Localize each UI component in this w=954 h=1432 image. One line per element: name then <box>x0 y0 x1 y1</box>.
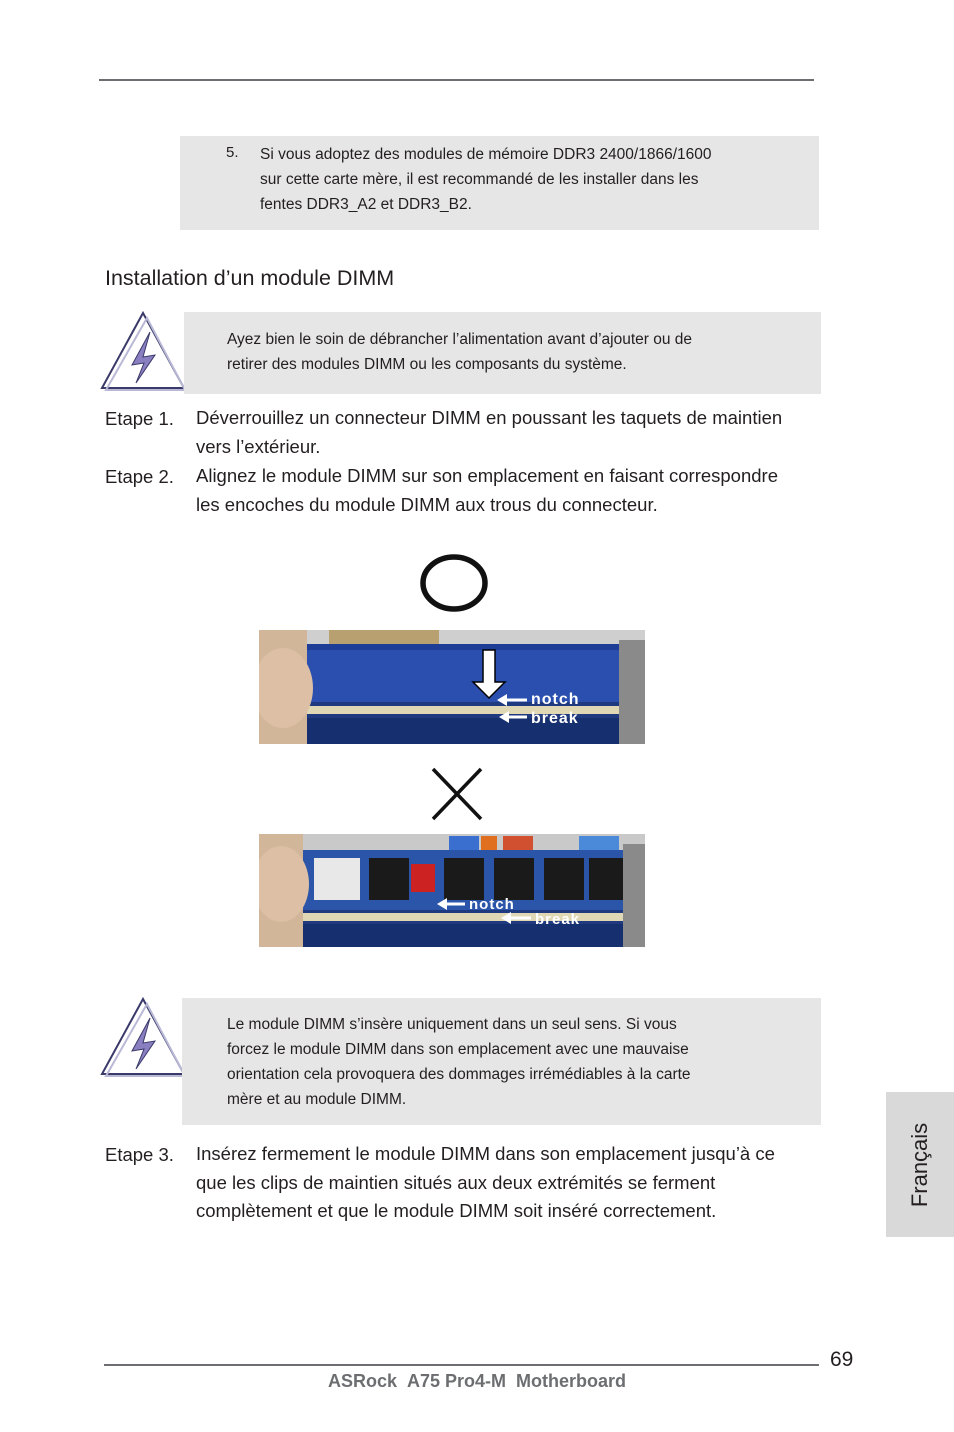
step-label: Etape 3. <box>105 1144 174 1165</box>
circle-icon <box>418 552 490 614</box>
language-label: Français <box>907 1122 932 1207</box>
warning-line: Le module DIMM s’insère uniquement dans un seul sens. Si vous <box>227 1016 677 1033</box>
warning-line: mère et au module DIMM. <box>227 1091 407 1108</box>
section-title: Installation d’un module DIMM <box>105 266 395 290</box>
break-label: break <box>535 911 581 928</box>
bottom-rule <box>104 1364 819 1366</box>
step-text <box>196 462 816 519</box>
warning-line: forcez le module DIMM dans son emplacement avec une mauvaise <box>227 1041 689 1058</box>
step-line: les encoches du module DIMM aux trous du connecteur. <box>196 493 658 515</box>
note-number: 5. <box>226 144 239 161</box>
note-line: sur cette carte mère, il est recommandé de les installer dans les <box>260 171 699 188</box>
warning-lightning-icon <box>100 996 186 1078</box>
step-line: Alignez le module DIMM sur son emplacement en faisant correspondre <box>196 465 779 486</box>
warning-line: retirer des modules DIMM ou les composants du système. <box>227 356 627 373</box>
step-text <box>196 1140 816 1226</box>
step-label: Etape 2. <box>105 466 174 487</box>
dimm-wrong-photo <box>259 834 645 947</box>
dimm-correct-photo <box>259 630 645 744</box>
footer-model: A75 Pro4-M <box>407 1371 507 1391</box>
footer <box>0 1371 954 1392</box>
break-label: break <box>531 710 579 727</box>
notch-label: notch <box>469 896 515 913</box>
note-line: fentes DDR3_A2 et DDR3_B2. <box>260 196 472 213</box>
step-line: Insérez fermement le module DIMM dans son emplacement jusqu’à ce <box>196 1143 775 1164</box>
footer-product: Motherboard <box>516 1371 627 1391</box>
warning-line: Ayez bien le soin de débrancher l’alimentation avant d’ajouter ou de <box>227 331 693 348</box>
step-text <box>196 404 816 461</box>
note-text <box>260 142 800 217</box>
cross-icon <box>428 766 486 822</box>
step-line: Déverrouillez un connecteur DIMM en poussant les taquets de maintien <box>196 407 783 428</box>
language-tab <box>886 1092 954 1237</box>
warning-lightning-icon <box>100 310 186 392</box>
step-line: complètement et que le module DIMM soit inséré correctement. <box>196 1200 717 1221</box>
warning-line: orientation cela provoquera des dommages irrémédiables à la carte <box>227 1066 691 1083</box>
note-line: Si vous adoptez des modules de mémoire DDR3 2400/1866/1600 <box>260 146 712 163</box>
page-number: 69 <box>830 1348 854 1371</box>
warning-text <box>227 1012 807 1112</box>
step-line: que les clips de maintien situés aux deux extrémités se ferment <box>196 1171 716 1193</box>
top-rule <box>99 79 814 81</box>
notch-label: notch <box>531 691 580 708</box>
warning-text <box>227 327 807 377</box>
step-line: vers l’extérieur. <box>196 435 321 457</box>
footer-brand: ASRock <box>327 1371 397 1391</box>
step-label: Etape 1. <box>105 408 174 429</box>
